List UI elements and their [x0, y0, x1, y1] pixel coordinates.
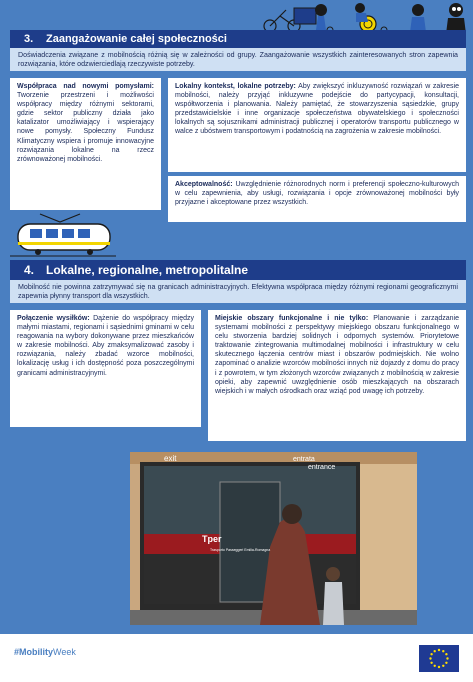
bus-brand-label: Tper — [202, 534, 222, 544]
section4-box-functional-areas — [208, 310, 466, 441]
entrance-sign-it: entrata — [293, 456, 315, 463]
section3-intro: Doświadczenia związane z mobilnością różnią się w zależności od grupy. Zaangażowanie wszystkich zainteresowanych stron zapewnia rozwiązania, które odzwierciedlają rzeczywiste potrzeby. — [10, 48, 466, 71]
hashtag-prefix: #Mobility — [14, 647, 54, 657]
people-mobility-illustration — [258, 0, 473, 34]
bus-stripe-text: Trasporto Passeggeri Emilia-Romagna — [210, 548, 271, 552]
page-bottom-strip — [0, 630, 473, 634]
entrance-sign-en: entrance — [308, 464, 336, 471]
box-text: Uwzględnienie różnorodnych norm i preferencji społeczno-kulturowych w celu zapewnienia, aby usługi, rozwiązania i opcje zrównoważonej mobilności były przyjazne i akceptowane przez wszystkich. — [175, 181, 459, 207]
box-text: Dążenie do współpracy między małymi miastami, regionami i sąsiednimi gminami w celu reagowania na wybory dokonywane przez mieszkańców w zakresie mobilności. Aby zmaksymalizować zasoby i rozwiązania, należy zbadać wzorce mobilności, lokalizację usług i ich dostępność poza poszczególnymi granicami administracyjnymi. — [17, 315, 194, 377]
section4-header — [10, 260, 466, 280]
section3-box-local-context — [168, 78, 466, 172]
mobility-week-hashtag — [14, 647, 76, 657]
section4-title: Lokalne, regionalne, metropolitalne — [46, 263, 249, 277]
box-title: Współpraca nad nowymi pomysłami: — [17, 83, 154, 90]
box-title: Połączenie wysiłków: — [17, 315, 90, 322]
section3-box-collaboration — [10, 78, 161, 210]
section4-box-joining-efforts — [10, 310, 201, 427]
exit-sign: exit — [164, 454, 177, 463]
box-text: Tworzenie przestrzeni i możliwości współpracy między różnymi sektorami, gdzie sektor publiczny działa jako katalizator umożliwiający i wspierający nowe pomysły. Społeczny Fundusz Klimatyczny wspiera i promuje innowacyjne rozwiązania lokalne na rzecz zrównoważonej mobilności. — [17, 92, 154, 163]
box-title: Lokalny kontekst, lokalne potrzeby: — [175, 83, 296, 90]
section4-number: 4. — [24, 263, 35, 277]
box-title: Akceptowalność: — [175, 181, 233, 188]
box-text: Planowanie i zarządzanie systemami mobilności z perspektywy miejskiego obszaru funkcjonalnego w celu stworzenia bardziej solidnych i odpornych systemów. Priorytetowe traktowanie zintegrowania multimodalnej mobilności i infrastruktury w celu skutecznego łączenia centrów miast i obszarów podmiejskich. Nie wolno zapominać o analizie wzorców mobilności innych niż dojazdy z domu do pracy i z powrotem, w tym złożonych wzorców związanych z mobilnością w zakresie opieki, aby zapewnić uwzględnienie osób mieszkających na obszarach wiejskich i w małych ośrodkach oraz wziąć pod uwagę ich potrzeby. — [215, 315, 460, 395]
box-text: Aby zwiększyć inkluzywność rozwiązań w zakresie mobilności, należy przyjąć inkluzywne podejście do partycypacji, konsultacji, współtworzenia i planowania. Należy pamiętać, że stowarzyszenia sąsiedzkie, grupy przedstawicielskie i inne organizacje społeczeństwa obywatelskiego i społeczności lokalnych są sojusznikami administracji publicznej i operatorów transportu publicznego w walce z ubóstwem transportowym i podatnością na zagrożenia w zakresie mobilności. — [175, 83, 459, 136]
eu-flag-icon — [419, 645, 459, 672]
section3-header — [10, 30, 466, 48]
bus-boarding-photo — [130, 452, 417, 625]
section3-title: Zaangażowanie całej społeczności — [46, 33, 227, 45]
section4-intro: Mobilność nie powinna zatrzymywać się na granicach administracyjnych. Efektywna współpraca między różnymi regionami geograficznymi zapewnia płynny transport dla wszystkich. — [10, 280, 466, 303]
section3-number: 3. — [24, 33, 34, 45]
hashtag-suffix: Week — [53, 647, 76, 657]
section3-box-acceptability — [168, 176, 466, 222]
tram-illustration — [10, 212, 116, 258]
box-title: Miejskie obszary funkcjonalne i nie tylko: — [215, 315, 369, 322]
